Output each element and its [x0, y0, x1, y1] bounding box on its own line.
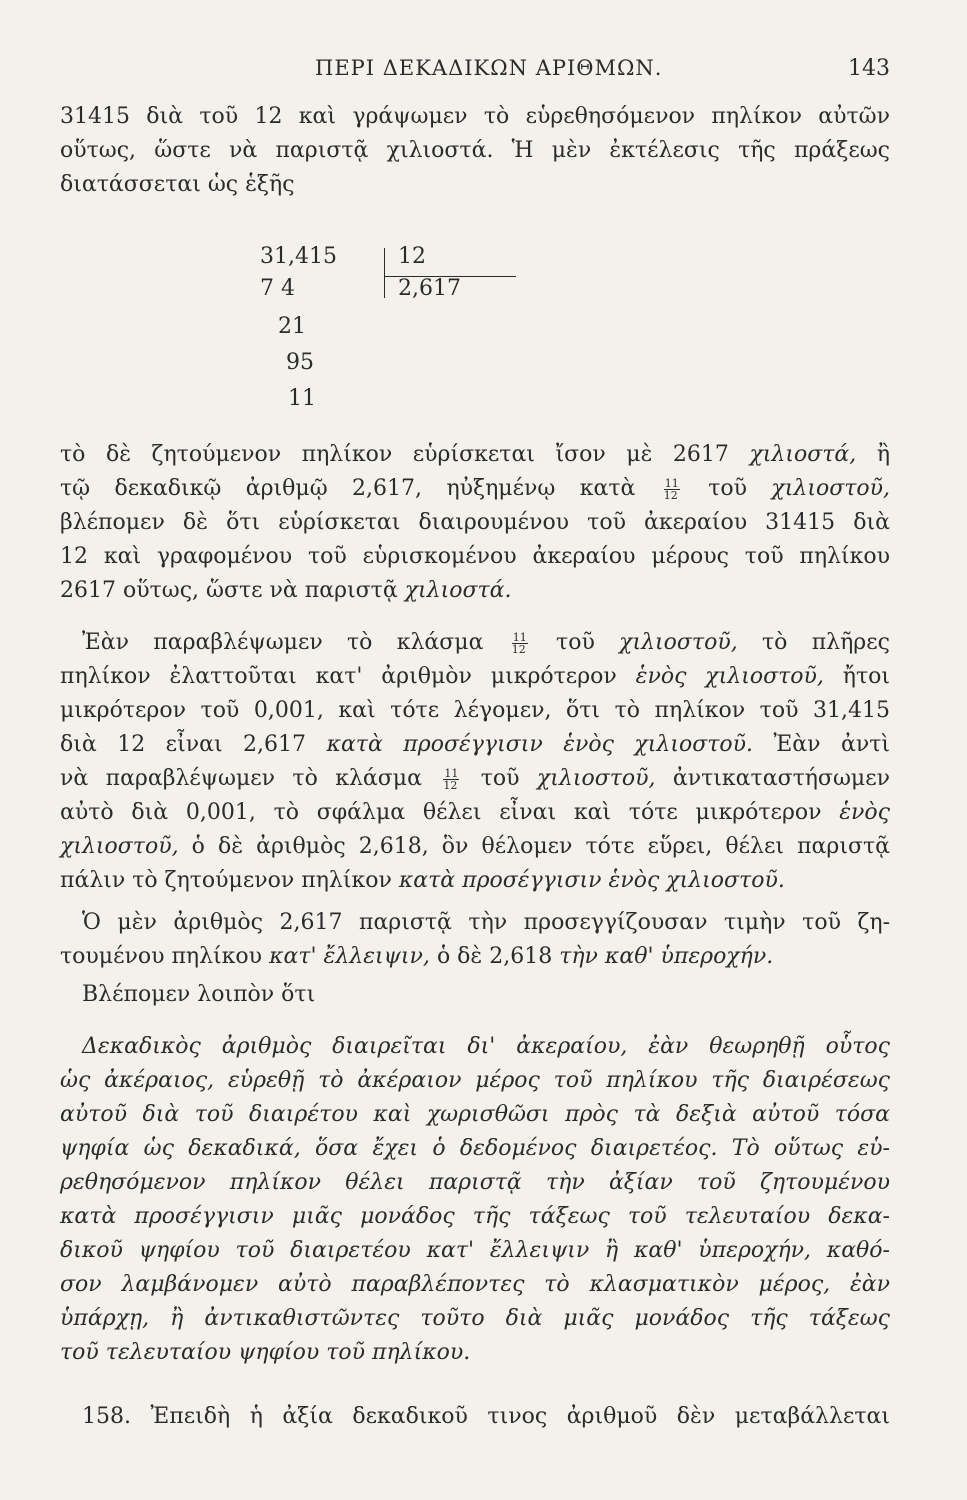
text-line: τῷ δεκαδικῷ ἀριθμῷ 2,617, ηὐξημένῳ κατὰ $\frac{11}{12}$ τοῦ χιλιοστοῦ,: [60, 476, 890, 502]
text-line: διὰ 12 εἶναι 2,617 κατὰ προσέγγισιν ἑνὸς χιλιοστοῦ. Ἐὰν ἀντὶ: [60, 732, 890, 757]
rule-line: ὡς ἀκέραιος, εὑρεθῇ τὸ ἀκέραιον μέρος τοῦ πηλίκου τῆς διαιρέσεως: [60, 1068, 890, 1093]
text-line: αὐτὸ διὰ 0,001, τὸ σφάλμα θέλει εἶναι καὶ τότε μικρότερον ἑνὸς: [60, 800, 890, 825]
remainder: 21: [278, 314, 306, 339]
text-line: μικρότερον τοῦ 0,001, καὶ τότε λέγομεν, ὅτι τὸ πηλίκον τοῦ 31,415: [60, 698, 890, 723]
page-number: 143: [848, 56, 890, 81]
text-line: τουμένου πηλίκου κατ' ἔλλειψιν, ὁ δὲ 2,618 τὴν καθ' ὑπεροχήν.: [60, 944, 774, 969]
text-line: πηλίκον ἐλαττοῦται κατ' ἀριθμὸν μικρότερον ἑνὸς χιλιοστοῦ, ἤτοι: [60, 664, 891, 689]
remainder: 11: [288, 386, 316, 411]
rule-line: ὑπάρχῃ, ἢ ἀντικαθιστῶντες τοῦτο διὰ μιᾶς μονάδος τῆς τάξεως: [60, 1306, 890, 1331]
rule-paragraph: [60, 1030, 890, 1370]
paragraph-therefore: [60, 978, 890, 1012]
quotient: 2,617: [398, 276, 461, 301]
rule-line: αὐτοῦ διὰ τοῦ διαιρέτου καὶ χωρισθῶσι πρὸς τὰ δεξιὰ αὐτοῦ τόσα: [60, 1102, 890, 1127]
fraction-11-12: $\frac{11}{12}$: [511, 630, 527, 656]
intro-paragraph: [60, 100, 890, 202]
paragraph-result: [60, 438, 890, 608]
fraction-11-12: $\frac{11}{12}$: [443, 766, 459, 792]
text-line: Ὁ μὲν ἀριθμὸς 2,617 παριστᾷ τὴν προσεγγίζουσαν τιμὴν τοῦ ζη-: [82, 910, 890, 935]
text-line: Ἐὰν παραβλέψωμεν τὸ κλάσμα $\frac{11}{12}$ τοῦ χιλιοστοῦ, τὸ πλῆρες: [82, 630, 890, 656]
division-vertical-rule: [384, 248, 385, 298]
text-line: τὸ δὲ ζητούμενον πηλίκον εὑρίσκεται ἴσον μὲ 2617 χιλιοστά, ἢ: [60, 442, 890, 467]
paragraph-deficit-excess: [60, 906, 890, 974]
text-line: οὕτως, ὥστε νὰ παριστᾷ χιλιοστά. Ἡ μὲν ἐκτέλεσις τῆς πράξεως: [60, 138, 890, 163]
text-line: πάλιν τὸ ζητούμενον πηλίκον κατὰ προσέγγισιν ἑνὸς χιλιοστοῦ.: [60, 868, 785, 893]
running-title: ΠΕΡΙ ΔΕΚΑΔΙΚΩΝ ΑΡΙΘΜΩΝ.: [315, 56, 663, 80]
section-number: 158.: [82, 1404, 131, 1429]
page-header: [60, 56, 890, 90]
text-line: νὰ παραβλέψωμεν τὸ κλάσμα $\frac{11}{12}$ τοῦ χιλιοστοῦ, ἀντικαταστήσωμεν: [60, 766, 890, 792]
divisor: 12: [398, 244, 426, 269]
remainder: 95: [286, 350, 314, 375]
rule-line: κατὰ προσέγγισιν μιᾶς μονάδος τῆς τάξεως τοῦ τελευταίου δεκα-: [60, 1204, 890, 1229]
text-line: 158. Ἐπειδὴ ἡ ἀξία δεκαδικοῦ τινος ἀριθμοῦ δὲν μεταβάλλεται: [82, 1404, 890, 1429]
text-line: βλέπομεν δὲ ὅτι εὑρίσκεται διαιρουμένου τοῦ ἀκεραίου 31415 διὰ: [60, 510, 890, 535]
text-line: 12 καὶ γραφομένου τοῦ εὑρισκομένου ἀκεραίου μέρους τοῦ πηλίκου: [60, 544, 890, 569]
rule-line: σον λαμβάνομεν αὐτὸ παραβλέποντες τὸ κλασματικὸν μέρος, ἐὰν: [60, 1272, 890, 1297]
rule-line: ρεθησόμενον πηλίκον θέλει παριστᾷ τὴν ἀξίαν τοῦ ζητουμένου: [60, 1170, 890, 1195]
dividend: 31,415: [260, 244, 337, 269]
text-line: 2617 οὕτως, ὥστε νὰ παριστᾷ χιλιοστά.: [60, 578, 512, 603]
rule-line: Δεκαδικὸς ἀριθμὸς διαιρεῖται δι' ἀκεραίου, ἐὰν θεωρηθῇ οὗτος: [82, 1034, 890, 1059]
text-line: χιλιοστοῦ, ὁ δὲ ἀριθμὸς 2,618, ὃν θέλομεν τότε εὕρει, θέλει παριστᾷ: [60, 834, 890, 859]
text-line: 31415 διὰ τοῦ 12 καὶ γράψωμεν τὸ εὑρεθησόμενον πηλίκον αὐτῶν: [60, 104, 890, 129]
paragraph-approximation: [60, 626, 890, 898]
text-line: Βλέπομεν λοιπὸν ὅτι: [82, 982, 316, 1007]
fraction-11-12: $\frac{11}{12}$: [663, 476, 679, 502]
rule-line: ψηφία ὡς δεκαδικά, ὅσα ἔχει ὁ δεδομένος διαιρετέος. Τὸ οὕτως εὑ-: [60, 1136, 890, 1161]
rule-line: δικοῦ ψηφίου τοῦ διαιρετέου κατ' ἔλλειψιν ἢ καθ' ὑπεροχήν, καθό-: [60, 1238, 890, 1263]
rule-line: τοῦ τελευταίου ψηφίου τοῦ πηλίκου.: [60, 1340, 471, 1365]
text-line: διατάσσεται ὡς ἑξῆς: [60, 172, 295, 197]
section-158: [60, 1400, 890, 1434]
remainder: 7 4: [260, 276, 295, 301]
